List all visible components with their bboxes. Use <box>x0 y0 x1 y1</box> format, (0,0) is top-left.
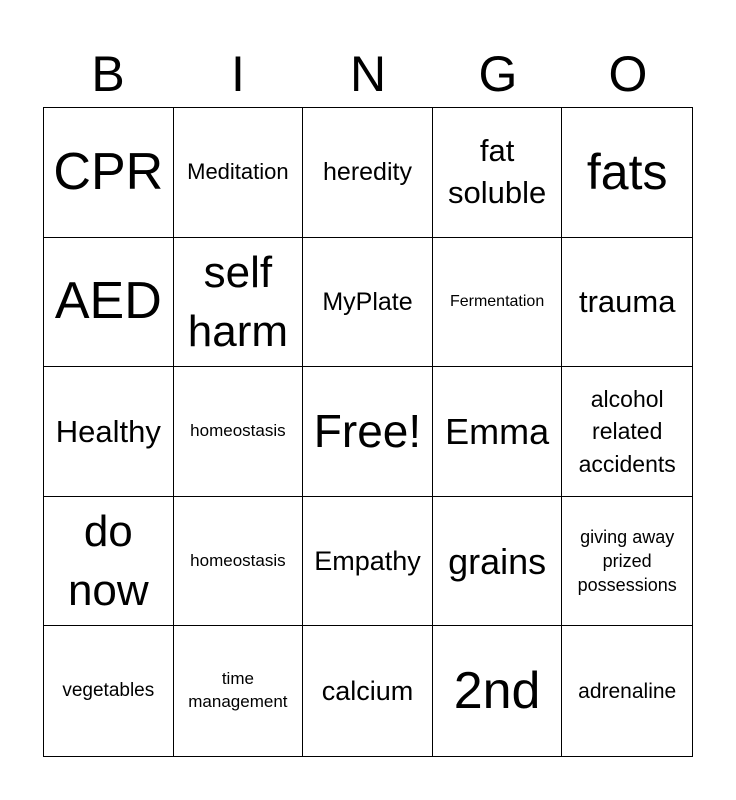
bingo-cell[interactable]: Free! <box>303 367 433 497</box>
bingo-cell[interactable]: time management <box>174 626 304 756</box>
bingo-cell[interactable]: AED <box>44 238 174 368</box>
bingo-cell[interactable]: MyPlate <box>303 238 433 368</box>
header-letter-n: N <box>349 46 387 102</box>
bingo-cell[interactable]: Healthy <box>44 367 174 497</box>
bingo-cell[interactable]: homeostasis <box>174 367 304 497</box>
bingo-cell[interactable]: trauma <box>562 238 692 368</box>
bingo-cell[interactable]: grains <box>433 497 563 627</box>
bingo-cell[interactable]: vegetables <box>44 626 174 756</box>
bingo-cell[interactable]: Fermentation <box>433 238 563 368</box>
bingo-cell[interactable]: homeostasis <box>174 497 304 627</box>
bingo-header <box>43 40 693 108</box>
bingo-cell[interactable]: alcohol related accidents <box>562 367 692 497</box>
bingo-cell[interactable]: CPR <box>44 108 174 238</box>
header-letter-i: I <box>231 46 245 102</box>
bingo-cell[interactable]: calcium <box>303 626 433 756</box>
bingo-cell[interactable]: fats <box>562 108 692 238</box>
header-letter-o: O <box>608 46 648 102</box>
bingo-cell[interactable]: fat soluble <box>433 108 563 238</box>
bingo-cell[interactable]: Empathy <box>303 497 433 627</box>
bingo-cell[interactable]: heredity <box>303 108 433 238</box>
bingo-cell[interactable]: giving away prized possessions <box>562 497 692 627</box>
bingo-cell[interactable]: 2nd <box>433 626 563 756</box>
header-letter-b: B <box>91 46 125 102</box>
bingo-cell[interactable]: Meditation <box>174 108 304 238</box>
bingo-cell[interactable]: do now <box>44 497 174 627</box>
bingo-board <box>43 107 693 757</box>
bingo-cell[interactable]: adrenaline <box>578 679 677 703</box>
bingo-cell[interactable]: self harm <box>174 238 304 368</box>
header-letter-g: G <box>478 46 518 102</box>
bingo-cell[interactable]: Emma <box>433 367 563 497</box>
